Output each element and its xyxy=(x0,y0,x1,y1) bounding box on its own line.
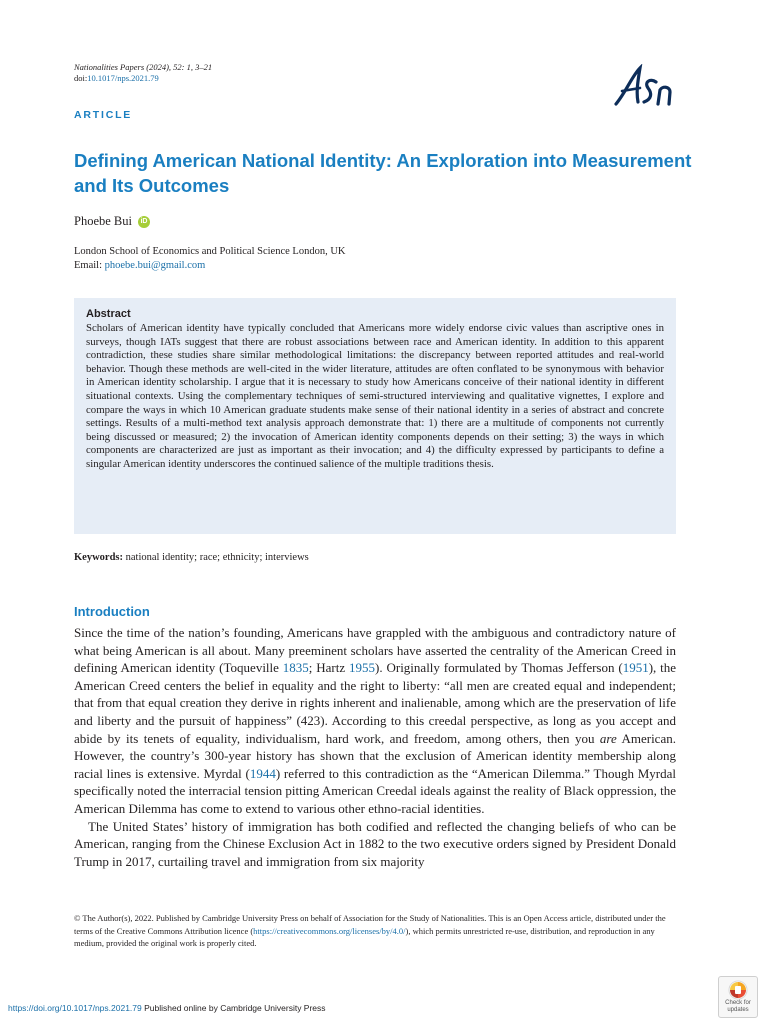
page-footer xyxy=(8,1003,326,1013)
citation-link[interactable]: 1835 xyxy=(282,660,309,676)
citation-link[interactable]: 1951 xyxy=(622,660,649,676)
abstract-heading: Abstract xyxy=(86,308,131,320)
license-url-link[interactable]: https://creativecommons.org/licenses/by/4.0/ xyxy=(253,925,406,936)
paragraph-2: The United States’ history of immigration has both codified and reflected the changing beliefs of who can be American, ranging from the Chinese Exclusion Act in 1882 to the two executive orders signed by President Donald Trump in 2017, curtailing travel and immigration from six majority xyxy=(74,818,676,869)
asn-logo xyxy=(612,64,680,108)
doi-line xyxy=(74,73,212,84)
introduction-body xyxy=(74,624,676,870)
affiliation-institution: London School of Economics and Political Science London, UK xyxy=(74,246,346,257)
check-updates-icon xyxy=(728,980,748,1000)
citation-link[interactable]: 1944 xyxy=(249,765,276,781)
paragraph-text: ), the American Creed centers the belief in equality and the right to liberty: “all men are created equal and independent; that from that equal creation they derive in rights inherent and inalienable, among which are the preservation of life and liberty and the pursuit of happiness” (423). According to this creedal perspective, as long as you accept and abide by its tenets of equality, individualism, hard work, and freedom, among others, then you xyxy=(74,660,677,746)
email-line xyxy=(74,259,346,273)
author-line xyxy=(74,214,150,229)
keywords-line xyxy=(74,552,309,563)
keywords-label: Keywords: xyxy=(74,552,123,563)
license-notice xyxy=(74,912,678,950)
keywords-text: national identity; race; ethnicity; interviews xyxy=(125,552,309,563)
paragraph-text: ) referred to this contradiction as the “American Dilemma.” Though Myrdal specifically noted the interracial tension pitting American Creedal ideals against the reality of Black oppression, the American Dilemma has come to extend to various other ethno-racial identities. xyxy=(74,765,676,816)
footer-published-text: Published online by Cambridge University Press xyxy=(141,1003,326,1013)
paragraph-text: ; Hartz xyxy=(308,660,350,676)
article-title: Defining American National Identity: An Exploration into Measurement and Its Outcomes xyxy=(74,150,692,196)
check-updates-label: Check for updates xyxy=(725,1000,751,1013)
license-text: ), which permits unrestricted re-use, distribution, and reproduction in any medium, provided the original work is properly cited. xyxy=(74,925,655,948)
paragraph-text: American. However, the country’s 300-year history has shown that the exclusion of American identity membership along racial lines is extensive. Myrdal ( xyxy=(74,730,676,781)
journal-citation-block xyxy=(74,62,212,84)
affiliation-block xyxy=(74,245,346,273)
paragraph-text: Since the time of the nation’s founding, Americans have grappled with the ambiguous and contradictory nature of what being American is all about. Many preeminent scholars have asserted the centrality of the American Creed in defining American identity (Toqueville xyxy=(74,625,676,676)
doi-link[interactable]: 10.1017/nps.2021.79 xyxy=(87,73,159,83)
abstract-box xyxy=(74,298,676,534)
citation-link[interactable]: 1955 xyxy=(349,660,376,676)
email-link[interactable]: phoebe.bui@gmail.com xyxy=(104,260,206,271)
introduction-heading: Introduction xyxy=(74,604,150,619)
author-name: Phoebe Bui xyxy=(74,214,132,228)
article-type-label: ARTICLE xyxy=(74,109,133,121)
orcid-icon[interactable]: iD xyxy=(138,216,150,228)
email-label: Email: xyxy=(74,260,102,271)
doi-prefix: doi: xyxy=(74,73,88,83)
footer-doi-link[interactable]: https://doi.org/10.1017/nps.2021.79 xyxy=(8,1003,142,1013)
asn-logo-icon xyxy=(612,64,680,108)
emphasis-text: are xyxy=(599,730,617,746)
abstract-text: Scholars of American identity have typically concluded that Americans more widely endorse civic values than ascriptive ones in surveys, though IATs suggest that there are robust associations between race and American identity. In addition to this apparent contradiction, these studies share similar methodological limitations: the discrepancy between reported attitudes and real-world behavior. Though these methods are well-cited in the wider literature, attitudes are often conflated to be synonymous with behavior in American identity scholarship. I argue that it is necessary to study how Americans conceive of their national identity in different situational contexts. Using the complementary techniques of semi-structured interviewing and qualitative vignettes, I explore and compare the ways in which 10 American graduate students make sense of their national identity in a series of abstract and concrete settings. Results of a multi-method text analysis approach demonstrate that: 1) there are a multitude of components not currently being discussed or measured; 2) the invocation of American identity components depends on their setting; 3) the ways in which components are characterized are just as important as their invocation; and 4) the difficulty expressed by participants to define a singular American identity underscores the continued salience of the multiple traditions thesis. xyxy=(86,322,664,470)
check-for-updates-button[interactable] xyxy=(718,976,758,1018)
paragraph-1 xyxy=(74,624,676,818)
journal-citation: Nationalities Papers (2024), 52: 1, 3–21 xyxy=(74,62,213,72)
license-text: © The Author(s), 2022. Published by Cambridge University Press on behalf of Association for the Study of Nationalities. This is an Open Access article, distributed under the terms of the Creative Commons Attribution licence ( xyxy=(74,913,666,936)
paragraph-text: ). Originally formulated by Thomas Jefferson ( xyxy=(375,660,623,676)
